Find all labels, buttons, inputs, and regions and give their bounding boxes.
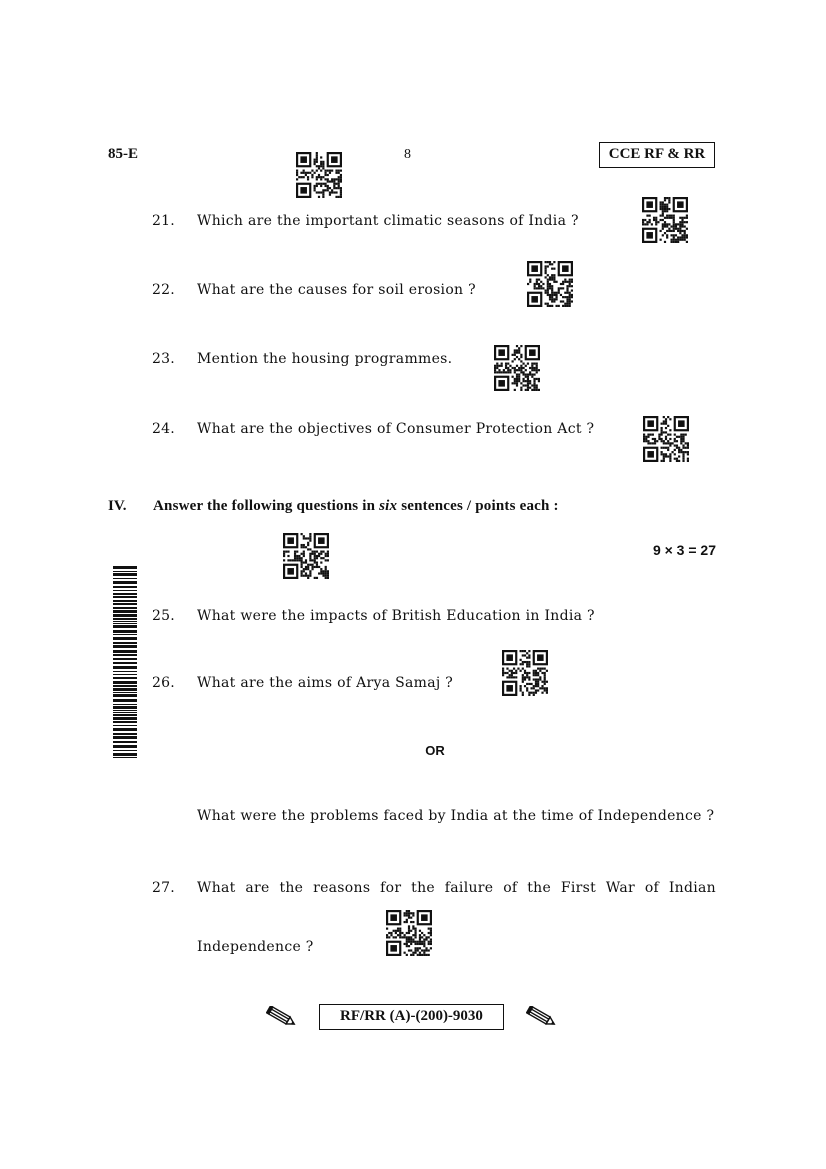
question-text-continued: Independence ? <box>197 939 314 955</box>
question-text: What are the objectives of Consumer Protection Act ? <box>197 421 595 437</box>
question-number: 23. <box>152 351 175 367</box>
qr-code-icon <box>643 416 689 462</box>
question-text: What are the reasons for the failure of the First War of Indian <box>197 880 716 896</box>
question-number: 25. <box>152 608 175 624</box>
question-text: Which are the important climatic seasons of India ? <box>197 213 579 229</box>
question-text: What were the impacts of British Education in India ? <box>197 608 595 624</box>
section-marks: 9 × 3 = 27 <box>652 542 716 558</box>
or-label: OR <box>425 743 445 758</box>
qr-code-icon <box>296 152 342 198</box>
alternative-question: What were the problems faced by India at the time of Independence ? <box>197 808 715 824</box>
question-number: 27. <box>152 880 175 896</box>
question-number: 24. <box>152 421 175 437</box>
section-instruction: Answer the following questions in six sentences / points each : <box>153 498 559 514</box>
barcode-icon <box>113 566 137 760</box>
course-box: CCE RF & RR <box>599 142 715 168</box>
pencil-icon <box>526 1006 558 1028</box>
qr-code-icon <box>283 533 329 579</box>
qr-code-icon <box>642 197 688 243</box>
qr-code-icon <box>386 910 432 956</box>
question-number: 26. <box>152 675 175 691</box>
question-number: 22. <box>152 282 175 298</box>
paper-code: 85-E <box>108 146 138 162</box>
question-text: Mention the housing programmes. <box>197 351 453 367</box>
question-text: What are the causes for soil erosion ? <box>197 282 476 298</box>
qr-code-icon <box>502 650 548 696</box>
question-text: What are the aims of Arya Samaj ? <box>197 675 454 691</box>
question-number: 21. <box>152 213 175 229</box>
qr-code-icon <box>527 261 573 307</box>
footer-code-box: RF/RR (A)-(200)-9030 <box>319 1004 504 1030</box>
qr-code-icon <box>494 345 540 391</box>
page-number: 8 <box>404 147 411 162</box>
section-number: IV. <box>108 498 127 514</box>
pencil-icon <box>266 1006 298 1028</box>
